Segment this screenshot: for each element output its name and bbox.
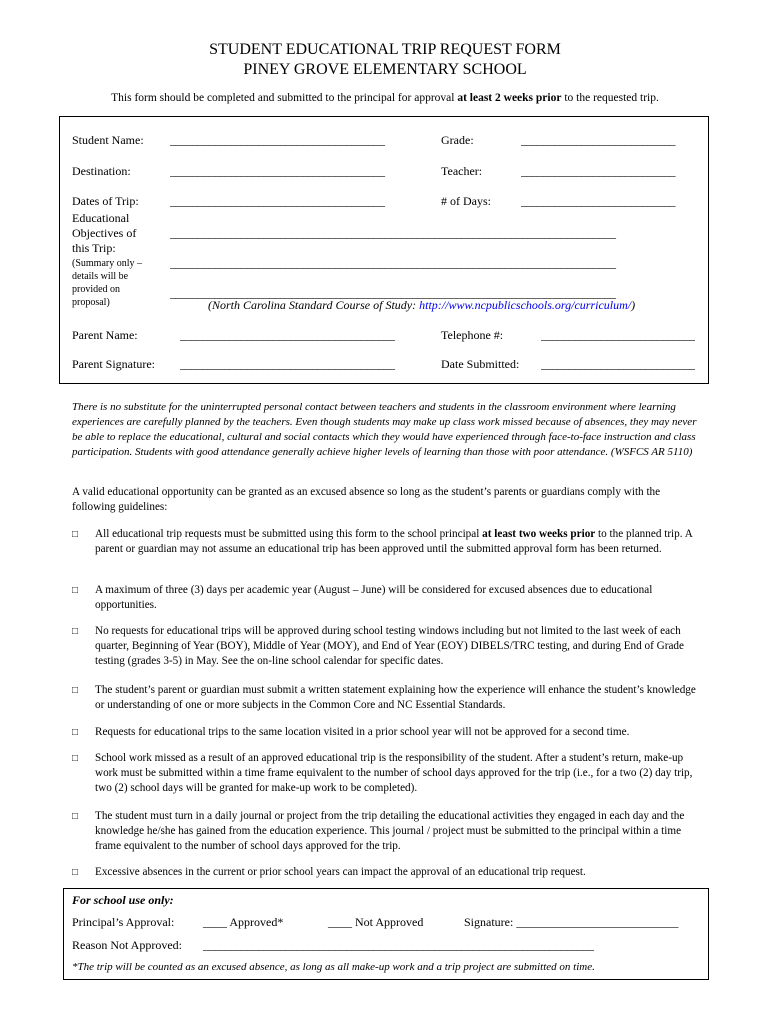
objectives-label-2: Objectives of xyxy=(72,226,137,240)
telephone-label: Telephone #: xyxy=(441,328,504,342)
form-title-line2: PINEY GROVE ELEMENTARY SCHOOL xyxy=(243,61,527,78)
dates-of-trip-field[interactable]: _______________________________________ xyxy=(170,194,385,208)
objectives-label-1: Educational xyxy=(72,211,130,225)
guidelines-intro: A valid educational opportunity can be granted as an excused absence so long as the student’s parents or guardians comply with the following guidelines: xyxy=(72,486,661,513)
teacher-label: Teacher: xyxy=(441,164,483,178)
form-title-line1: STUDENT EDUCATIONAL TRIP REQUEST FORM xyxy=(209,41,561,58)
num-days-field[interactable]: ____________________________ xyxy=(521,194,675,208)
checkbox-icon: □ xyxy=(72,867,79,878)
intro-text: This form should be completed and submitted to the principal for approval at least 2 weeks prior to the requested trip. xyxy=(111,92,659,104)
reason-not-approved-field[interactable]: _______________________________________________________________________ xyxy=(203,938,594,952)
attendance-notice: There is no substitute for the uninterrupted personal contact between teachers and students in the classroom environment where learning experiences are carefully planned by the teachers. Even though students may make up class work missed because of absences, they may never be able to replace the educational, cultural and social contacts which they would have experienced through face-to-face instruction and class participation. Students with good attendance generally achieve higher levels of learning than those with poor attendance. (WSFCS AR 5110) xyxy=(72,401,697,458)
checkbox-icon: □ xyxy=(72,685,79,696)
course-of-study-note: (North Carolina Standard Course of Study: http://www.ncpublicschools.org/curriculum/) xyxy=(208,298,636,312)
checkbox-icon: □ xyxy=(72,529,79,540)
approved-option[interactable]: ____ Approved* xyxy=(203,915,284,929)
curriculum-link[interactable]: http://www.ncpublicschools.org/curriculum/ xyxy=(419,298,632,312)
date-submitted-label: Date Submitted: xyxy=(441,357,520,371)
student-name-field[interactable]: _______________________________________ xyxy=(170,133,385,147)
checkbox-icon: □ xyxy=(72,585,79,596)
student-name-label: Student Name: xyxy=(72,133,144,147)
excused-absence-footnote: *The trip will be counted as an excused absence, as long as all make-up work and a trip project are submitted on time. xyxy=(72,961,595,973)
destination-field[interactable]: _______________________________________ xyxy=(170,164,385,178)
destination-label: Destination: xyxy=(72,164,131,178)
dates-of-trip-label: Dates of Trip: xyxy=(72,194,139,208)
principal-approval-label: Principal’s Approval: xyxy=(72,915,175,929)
guideline-item: No requests for educational trips will be approved during school testing windows including but not limited to the last week of each quarter, Beginning of Year (BOY), Middle of Year (MOY), and End of Year (EOY) DIBELS/TRC testing, and during End of Grade testing (grades 3-5) in May. See the on-line school calendar for specific dates. xyxy=(95,625,684,667)
summary-note-3: provided on xyxy=(72,284,121,295)
summary-note-2: details will be xyxy=(72,271,129,282)
summary-note-4: proposal) xyxy=(72,297,110,308)
guideline-item: The student must turn in a daily journal or project from the trip detailing the educational activities they engaged in each day and the knowledge he/she has gained from the education experience. This journal / project must be submitted to the principal within a time frame equivalent to the number of school days approved for the trip. xyxy=(95,810,685,852)
school-use-heading: For school use only: xyxy=(72,893,174,907)
telephone-field[interactable]: ____________________________ xyxy=(541,328,695,342)
num-days-label: # of Days: xyxy=(441,194,491,208)
guideline-item: A maximum of three (3) days per academic year (August – June) will be considered for excused absences due to educational opportunities. xyxy=(95,584,653,611)
parent-name-label: Parent Name: xyxy=(72,328,138,342)
guideline-item: Requests for educational trips to the same location visited in a prior school year will not be approved for a second time. xyxy=(95,726,630,738)
grade-label: Grade: xyxy=(441,133,474,147)
guideline-item: Excessive absences in the current or prior school years can impact the approval of an educational trip request. xyxy=(95,866,586,878)
objectives-field-line-3[interactable]: _________________________________________________________________________________ xyxy=(170,286,616,300)
trip-request-form-box xyxy=(59,116,709,384)
parent-signature-field[interactable]: _______________________________________ xyxy=(180,357,395,371)
checkbox-icon: □ xyxy=(72,811,79,822)
date-submitted-field[interactable]: ____________________________ xyxy=(541,357,695,371)
guideline-item: All educational trip requests must be submitted using this form to the school principal at least two weeks prior to the planned trip. A parent or guardian may not assume an educational trip has been approved until the submitted approval form has been returned. xyxy=(95,528,693,555)
checkbox-icon: □ xyxy=(72,626,79,637)
principal-signature-field[interactable]: Signature: ___________________________ xyxy=(464,915,679,929)
parent-signature-label: Parent Signature: xyxy=(72,357,155,371)
checkbox-icon: □ xyxy=(72,753,79,764)
objectives-label-3: this Trip: xyxy=(72,241,116,255)
grade-field[interactable]: ____________________________ xyxy=(521,133,675,147)
not-approved-option[interactable]: ____ Not Approved xyxy=(328,915,424,929)
objectives-field-line-1[interactable]: _________________________________________________________________________________ xyxy=(170,226,616,240)
teacher-field[interactable]: ____________________________ xyxy=(521,164,675,178)
objectives-field-line-2[interactable]: _________________________________________________________________________________ xyxy=(170,256,616,270)
guideline-item: School work missed as a result of an approved educational trip is the responsibility of the student. After a student’s return, make-up work must be submitted within a time frame equivalent to the number of school days approved for the trip (i.e., for a two (2) day trip, two (2) school days will be granted for make-up work to be completed). xyxy=(95,752,693,794)
guideline-item: The student’s parent or guardian must submit a written statement explaining how the experience will enhance the student’s knowledge or understanding of one or more subjects in the Common Core and NC Essential Standards. xyxy=(95,684,696,711)
summary-note-1: (Summary only – xyxy=(72,258,142,269)
reason-not-approved-label: Reason Not Approved: xyxy=(72,938,182,952)
checkbox-icon: □ xyxy=(72,727,79,738)
parent-name-field[interactable]: _______________________________________ xyxy=(180,328,395,342)
